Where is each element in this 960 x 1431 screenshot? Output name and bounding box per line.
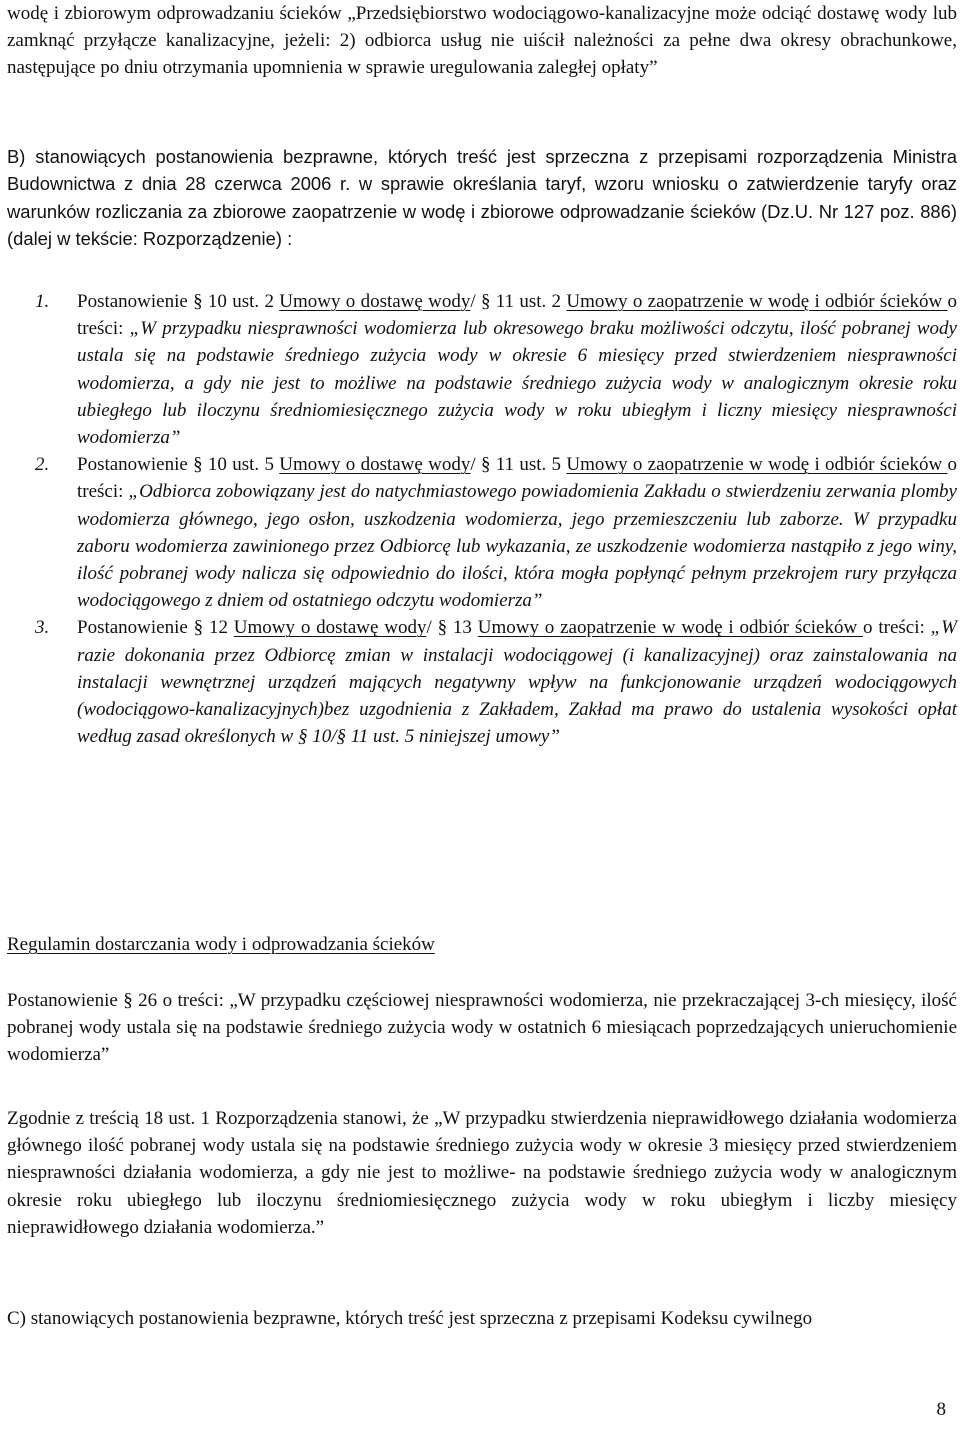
page-number: 8 xyxy=(936,1399,946,1420)
provision-post: o treści: xyxy=(77,291,957,340)
provision-number: 3. xyxy=(35,617,50,639)
provision-mid: / § 11 ust. 5 xyxy=(470,454,567,476)
provision-mid: / § 13 xyxy=(426,617,478,639)
umowa-dostawa-link[interactable]: Umowy o dostawę wody xyxy=(233,617,427,639)
intro-paragraph xyxy=(7,0,957,82)
provision-post: o treści: xyxy=(77,454,957,503)
provision-item-1 xyxy=(7,288,957,451)
zgodnie-intro: Zgodnie z treścią 18 ust. 1 Rozporządzenia stanowi, że xyxy=(7,1108,435,1129)
provision-item-2 xyxy=(7,451,957,614)
zgodnie-quote: „W przypadku stwierdzenia nieprawidłowego działania wodomierza głównego ilość pobranej wody ustala się na podstawie średniego zużycia wody w okresie 3 miesięcy przed stwierdzeniem niesprawności działania wodomierza, a gdy nie jest to możliwe- na podstawie średniego zużycia wody w analogicznym okresie roku ubiegłego lub iloczynu średniomiesięcznego zużycia wody w roku ubiegłym i liczby miesięcy nieprawidłowego działania wodomierza.” xyxy=(7,1108,957,1238)
provision-intro: Postanowienie § 10 ust. 2 xyxy=(77,291,280,312)
umowa-dostawa-link[interactable]: Umowy o dostawę wody xyxy=(279,291,471,312)
section-c-text: C) stanowiących postanowienia bezprawne, których treść jest sprzeczna z przepisami Kodeksu cywilnego xyxy=(7,1308,813,1329)
umowa-zaopatrzenie-link[interactable]: Umowy o zaopatrzenie w wodę i odbiór ścieków xyxy=(566,291,948,312)
provision-intro: Postanowienie § 10 ust. 5 xyxy=(77,454,280,476)
regulamin-paragraph xyxy=(7,987,957,1069)
regulamin-heading: Regulamin dostarczania wody i odprowadzania ścieków xyxy=(7,934,435,955)
umowa-zaopatrzenie-link[interactable]: Umowy o zaopatrzenie w wodę i odbiór ścieków xyxy=(477,617,864,639)
intro-text: wodę i zbiorowym odprowadzaniu ścieków xyxy=(7,3,348,24)
umowa-zaopatrzenie-link[interactable]: Umowy o zaopatrzenie w wodę i odbiór ścieków xyxy=(566,454,948,476)
provisions-list xyxy=(7,288,957,750)
zgodnie-paragraph xyxy=(7,1105,957,1241)
section-b-paragraph xyxy=(7,143,957,252)
provision-item-3 xyxy=(7,614,957,750)
regulamin-quote: „W przypadku częściowej niesprawności wodomierza, nie przekraczającej 3-ch miesięcy, ilość pobranej wody ustala się na podstawie średniego zużycia wody w ostatnich 6 miesiącach poprzedzających unieruchomienie wodomierza” xyxy=(7,990,957,1066)
provision-mid: / § 11 ust. 2 xyxy=(470,291,567,312)
provision-number: 2. xyxy=(35,454,50,476)
provision-quote: „Odbiorca zobowiązany jest do natychmiastowego powiadomienia Zakładu o stwierdzeniu zerwania plomby wodomierza głównego, jego osłon, uszkodzenia wodomierza, jego przemieszczeniu lub zaborze. W przypadku zaboru wodomierza zawinionego przez Odbiorcę lub wykazania, ze uszkodzenie wodomierza nastąpiło z jego winy, ilość pobranej wody nalicza się odpowiednio do ilości, która mogła popłynąć pełnym przekrojem rury przyłącza wodociągowego z dniem od ostatniego odczytu wodomierza” xyxy=(77,481,957,612)
provision-post: o treści: xyxy=(863,617,931,639)
umowa-dostawa-link[interactable]: Umowy o dostawę wody xyxy=(279,454,471,476)
section-b-text: B) stanowiących postanowienia bezprawne, których treść jest sprzeczna z przepisami rozporządzenia Ministra Budownictwa z dnia 28 czerwca 2006 r. w sprawie określania taryf, wzoru wniosku o zatwierdzenie taryfy oraz warunków rozliczania za zbiorowe zaopatrzenie w wodę i zbiorowe odprowadzanie ścieków (Dz.U. Nr 127 poz. 886) (dalej w tekście: Rozporządzenie) : xyxy=(7,146,957,249)
provision-intro: Postanowienie § 12 xyxy=(77,617,234,639)
regulamin-intro: Postanowienie § 26 o treści: xyxy=(7,990,230,1011)
provision-quote: „W razie dokonania przez Odbiorcę zmian w instalacji wodociągowej (i kanalizacyjnej) oraz zainstalowania na instalacji wewnętrznej urządzeń mających negatywny wpływ na funkcjonowanie urządzeń wodociągowych (wodociągowo-kanalizacyjnych)bez uzgodnienia z Zakładem, Zakład ma prawo do ustalenia wysokości opłat według zasad określonych w § 10/§ 11 ust. 5 niniejszej umowy” xyxy=(77,617,958,748)
provision-number: 1. xyxy=(35,291,50,312)
section-c-paragraph xyxy=(7,1305,957,1332)
provision-quote: „W przypadku niesprawności wodomierza lub okresowego braku możliwości odczytu, ilość pobranej wody ustala się na podstawie średniego zużycia wody w okresie 6 miesięcy przed stwierdzeniem niesprawności wodomierza, a gdy nie jest to możliwe na podstawie średniego zużycia wody w analogicznym okresie roku ubiegłego lub iloczynu średniomiesięcznego zużycia wody w roku ubiegłym i liczny miesięcy niesprawności wodomierza” xyxy=(77,318,957,449)
intro-quote: „Przedsiębiorstwo wodociągowo-kanalizacyjne może odciąć dostawę wody lub zamknąć przyłącze kanalizacyjne, jeżeli: 2) odbiorca usług nie uiścił należności za pełne dwa okresy obrachunkowe, następujące po dniu otrzymania upomnienia w sprawie uregulowania zaległej opłaty” xyxy=(7,3,958,79)
